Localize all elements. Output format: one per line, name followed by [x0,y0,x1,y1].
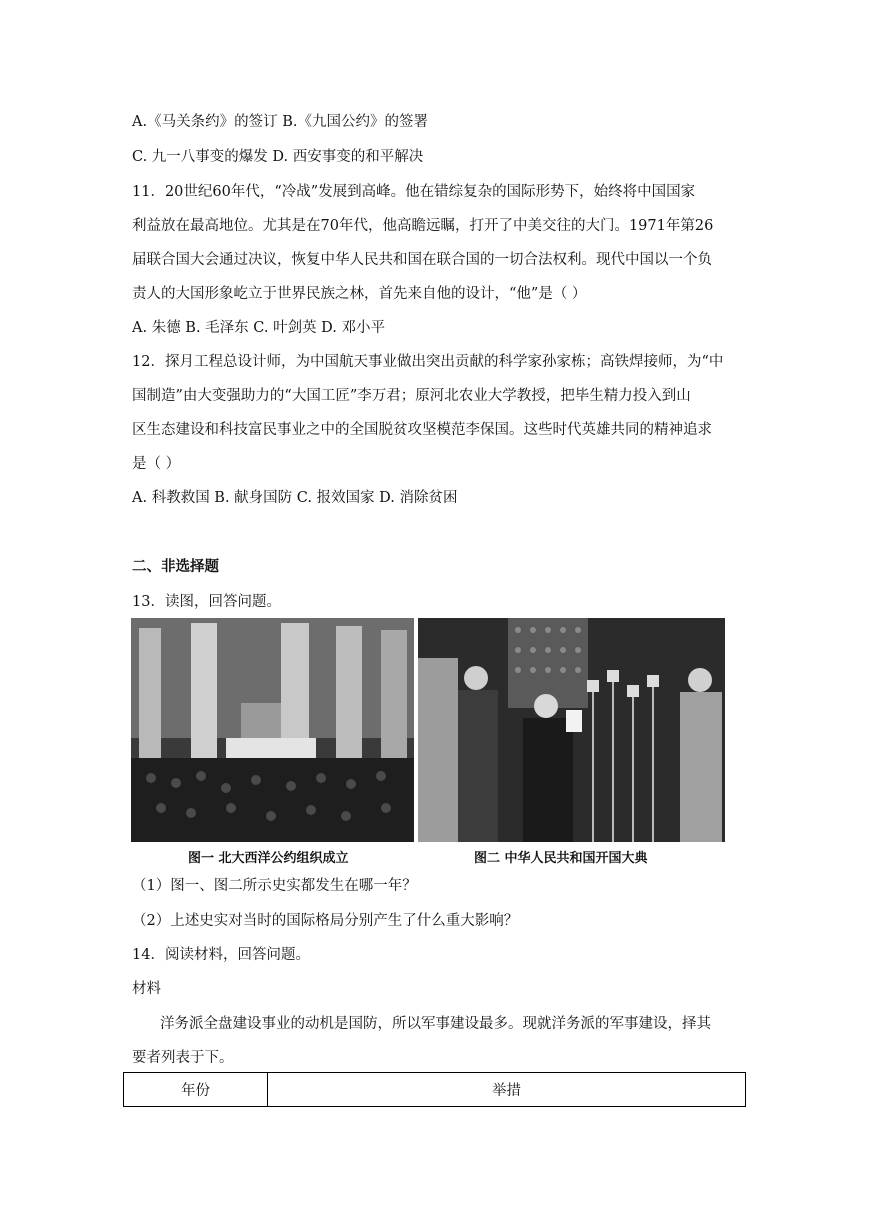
nato-hall-illustration [131,618,414,842]
table-header-year: 年份 [124,1073,268,1107]
military-construction-table [123,1072,746,1107]
q12-text-line: 是（ ） [132,456,181,472]
ceremony-illustration [418,618,725,842]
q12-text-line: 国制造”由大变强助力的“大国工匠”李万君；原河北农业大学教授，把毕生精力投入到山 [132,388,691,404]
q13-prompt: 13．读图，回答问题。 [132,594,281,610]
figure1-caption: 图一 北大西洋公约组织成立 [188,851,349,866]
q11-text-line: 利益放在最高地位。尤其是在70年代，他高瞻远瞩，打开了中美交往的大门。1971年第26 [132,218,714,234]
material-text-line: 要者列表于下。 [132,1050,234,1066]
material-label: 材料 [132,981,161,997]
historical-photos-figure [131,618,725,866]
q10-options-cd: C. 九一八事变的爆发 D. 西安事变的和平解决 [132,149,424,165]
figure2-caption: 图二 中华人民共和国开国大典 [474,851,648,866]
q13-subquestion-2: （2）上述史实对当时的国际格局分别产生了什么重大影响？ [132,913,519,929]
table-header-row [124,1073,746,1107]
q12-text-line: 12．探月工程总设计师，为中国航天事业做出突出贡献的科学家孙家栋；高铁焊接师，为“中 [132,354,724,370]
founding-ceremony-photo [418,618,725,842]
nato-founding-photo [131,618,414,842]
q13-subquestion-1: （1）图一、图二所示史实都发生在哪一年？ [132,878,417,894]
q11-text-line: 11．20世纪60年代，“冷战”发展到高峰。他在错综复杂的国际形势下，始终将中国国家 [132,184,696,200]
section-heading: 二、非选择题 [132,559,219,575]
material-text-line: 洋务派全盘建设事业的动机是国防，所以军事建设最多。现就洋务派的军事建设，择其 [160,1016,711,1032]
q14-prompt: 14．阅读材料，回答问题。 [132,947,310,963]
q12-options: A. 科教救国 B. 献身国防 C. 报效国家 D. 消除贫困 [132,490,458,506]
table-header-measures: 举措 [268,1073,746,1107]
q11-options: A. 朱德 B. 毛泽东 C. 叶剑英 D. 邓小平 [132,320,386,336]
q12-text-line: 区生态建设和科技富民事业之中的全国脱贫攻坚模范李保国。这些时代英雄共同的精神追求 [132,422,712,438]
q11-text-line: 责人的大国形象屹立于世界民族之林，首先来自他的设计，“他”是（ ） [132,286,587,302]
q10-options-ab: A.《马关条约》的签订 B.《九国公约》的签署 [132,114,428,130]
q11-text-line: 届联合国大会通过决议，恢复中华人民共和国在联合国的一切合法权利。现代中国以一个负 [132,252,712,268]
